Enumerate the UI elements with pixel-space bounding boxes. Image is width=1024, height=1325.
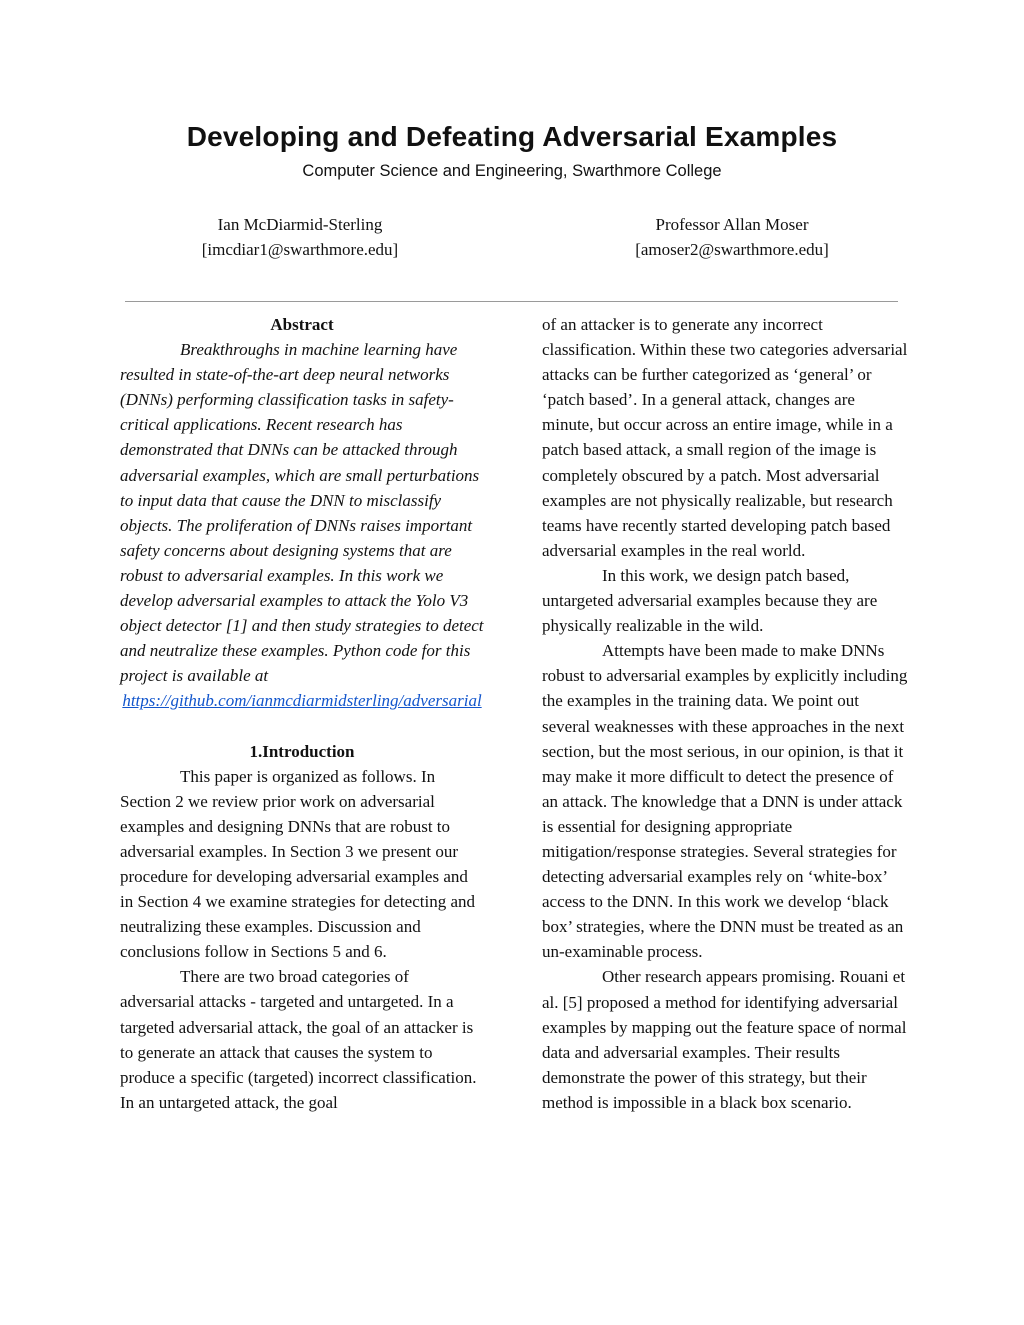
affiliation: Computer Science and Engineering, Swarthmore College — [302, 162, 722, 180]
intro-paragraph-2: There are two broad categories of adversarial attacks - targeted and untargeted. In a targeted adversarial attack, the goal of an attacker is to generate an attack that causes the system to produce a specific (targeted) incorrect classification. In an untargeted attack, the goal — [120, 967, 477, 1112]
intro-paragraph-4: Attempts have been made to make DNNs robust to adversarial examples by explicitly including the examples in the training data. We point out several weaknesses with these approaches in the next section, but the most serious, in our opinion, is that it may make it more difficult to detect the presence of an attack. The knowledge that a DNN is under attack is essential for designing appropriate mitigation/response strategies. Several strategies for detecting adversarial examples rely on ‘white-box’ access to the DNN. In this work we develop ‘black box’ strategies, where the DNN must be treated as an un-examinable process. — [542, 641, 908, 962]
author-email: [imcdiar1@swarthmore.edu] — [201, 240, 399, 259]
right-column — [542, 312, 908, 1115]
author-email: [amoser2@swarthmore.edu] — [635, 240, 829, 259]
author-block-2 — [552, 212, 912, 262]
header-divider — [125, 301, 898, 302]
intro-paragraph-3: In this work, we design patch based, untargeted adversarial examples because they are physically realizable in the wild. — [542, 565, 878, 636]
abstract-text: Breakthroughs in machine learning have resulted in state-of-the-art deep neural networks (DNNs) performing classification tasks in safety-critical applications. Recent research has demonstrated that DNNs can be attacked through adversarial examples, which are small perturbations to input data that cause the DNN to misclassify objects. The proliferation of DNNs raises important safety concerns about designing systems that are robust to adversarial examples. In this work we develop adversarial examples to attack the Yolo V3 object detector [1] and then study strategies to detect and neutralize these examples. Python code for this project is available at — [120, 340, 484, 686]
introduction-heading: 1.Introduction — [249, 741, 355, 761]
intro-paragraph-2-continued: of an attacker is to generate any incorrect classification. Within these two categories adversarial attacks can be further categorized as ‘general’ or ‘patch based’. In a general attack, changes are minute, but occur across an entire image, while in a patch based attack, a small region of the image is completely obscured by a patch. Most adversarial examples are not physically realizable, but research teams have recently started developing patch based adversarial examples in the real world. — [542, 315, 908, 560]
paper-title: Developing and Defeating Adversarial Examples — [186, 121, 838, 152]
intro-paragraph-5: Other research appears promising. Rouani et al. [5] proposed a method for identifying adversarial examples by mapping out the feature space of normal data and adversarial examples. Their results demonstrate the power of this strategy, but their method is impossible in a black box scenario. — [542, 967, 907, 1112]
abstract-heading: Abstract — [270, 315, 334, 334]
author-name: Professor Allan Moser — [655, 215, 809, 234]
github-link[interactable]: https://github.com/ianmcdiarmidsterling/adversarial — [122, 691, 482, 711]
author-block-1 — [120, 212, 480, 262]
author-name: Ian McDiarmid-Sterling — [217, 215, 383, 234]
left-column — [120, 312, 484, 1115]
intro-paragraph-1: This paper is organized as follows. In Section 2 we review prior work on adversarial examples and designing DNNs that are robust to adversarial examples. In Section 3 we present our procedure for developing adversarial examples and in Section 4 we examine strategies for detecting and neutralizing these examples. Discussion and conclusions follow in Sections 5 and 6. — [120, 766, 475, 962]
